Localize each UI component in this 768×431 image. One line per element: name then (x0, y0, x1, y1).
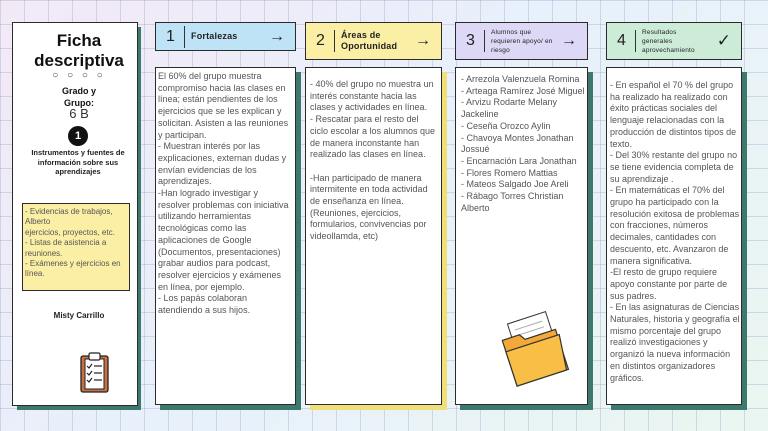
instruments-text: - Evidencias de trabajos, Alberto ejercicios, proyectos, etc. - Listas de asistencia a reuniones. - Exámenes y ejercicios en línea. (25, 207, 121, 279)
grade-value: 6 B (69, 106, 89, 121)
author-name: Misty Carrillo (53, 311, 105, 320)
folder-icon (494, 306, 580, 388)
step-badge (68, 126, 88, 146)
clipboard-icon (78, 350, 112, 394)
arrow-right-icon: → (561, 32, 577, 49)
column-1-body: El 60% del grupo muestra compromiso hacia las clases en línea; están pendientes de los ejercicios que se les explican y solicitan. Asisten a las reuniones y participan. - Muestran interés por las explicaciones, externan dudas y envían evidencias de los aprendizajes. -Han logrado investigar y resolver problemas con iniciativa utilizando herramientas tecnológicas como las aplicaciones de Google (Documentos, presentaciones) grabar audios para podcast, resolver ejercicios y exámenes en línea, por ejemplo. - Los papás colaboran atendiendo a sus hijos. (158, 71, 289, 316)
arrow-right-icon: → (269, 27, 285, 45)
column-4-title: Resultados generales aprovechamiento (642, 28, 695, 54)
column-1-number: 1 (166, 27, 175, 45)
column-4-number: 4 (617, 32, 626, 49)
column-2-header (305, 22, 442, 60)
column-3-number: 3 (466, 32, 475, 49)
column-3-body: - Arrezola Valenzuela Romina - Arteaga Ramírez José Miguel - Arvizu Rodarte Melany Jackeline - Ceseña Orozco Aylin - Chavoya Montes Jonathan Jossué - Encarnación Lara Jonathan - Flores Romero Mattias - Mateos Salgado Joe Areli - Rábago Torres Christian Alberto (461, 74, 585, 213)
check-icon: ✓ (716, 31, 731, 50)
column-3-divider (484, 30, 485, 52)
arrow-right-icon: → (415, 32, 431, 49)
column-3-header (455, 22, 588, 60)
column-2-body: - 40% del grupo no muestra un interés constante hacia las clases y actividades en línea. - Rescatar para el resto del ciclo escolar a los alumnos que de manera inconstante han realizado las clases en línea. -Han participado de manera intermitente en toda actividad de enseñanza en línea. (Reuniones, ejercicios, formularios, convivencias por videollamda, etc) (310, 79, 436, 242)
column-2-title: Áreas de Oportunidad (341, 30, 398, 51)
column-1-title: Fortalezas (191, 31, 238, 42)
page-title: Ficha descriptiva (34, 31, 124, 70)
instruments-title: Instrumentos y fuentes de información sobre sus aprendizajes (31, 148, 125, 176)
grade-label: Grado y Grupo: (61, 86, 96, 108)
column-2-divider (334, 30, 335, 52)
dots-decoration: ○ ○ ○ ○ (52, 70, 106, 81)
column-3-title: Alumnos que requieren apoyo/ en riesgo (491, 28, 553, 54)
column-4-body: - En español el 70 % del grupo ha realizado ha realizado con éxito prácticas sociales del lenguaje relacionadas con la producción de distintos tipos de texto. - Del 30% restante del grupo no se tiene evidencia completa de su aprendizaje . - En matemáticas el 70% del grupo ha participado con la resolución exitosa de problemas con fracciones, números decimales, cantidades con descuento, etc. Avanzaron de manera significativa. -El resto de grupo requiere apoyo constante por parte de sus padres. - En las asignaturas de Ciencias Naturales, historia y geografía el mismo porcentaje del grupo realizó investigaciones y organizó la nueva información en distintos organizadores gráficos. (610, 80, 740, 383)
column-4-header (606, 22, 742, 60)
column-1-header (155, 22, 296, 51)
step-number: 1 (74, 130, 82, 142)
column-4-divider (635, 30, 636, 52)
column-1-divider (184, 26, 185, 48)
column-2-number: 2 (316, 32, 325, 49)
